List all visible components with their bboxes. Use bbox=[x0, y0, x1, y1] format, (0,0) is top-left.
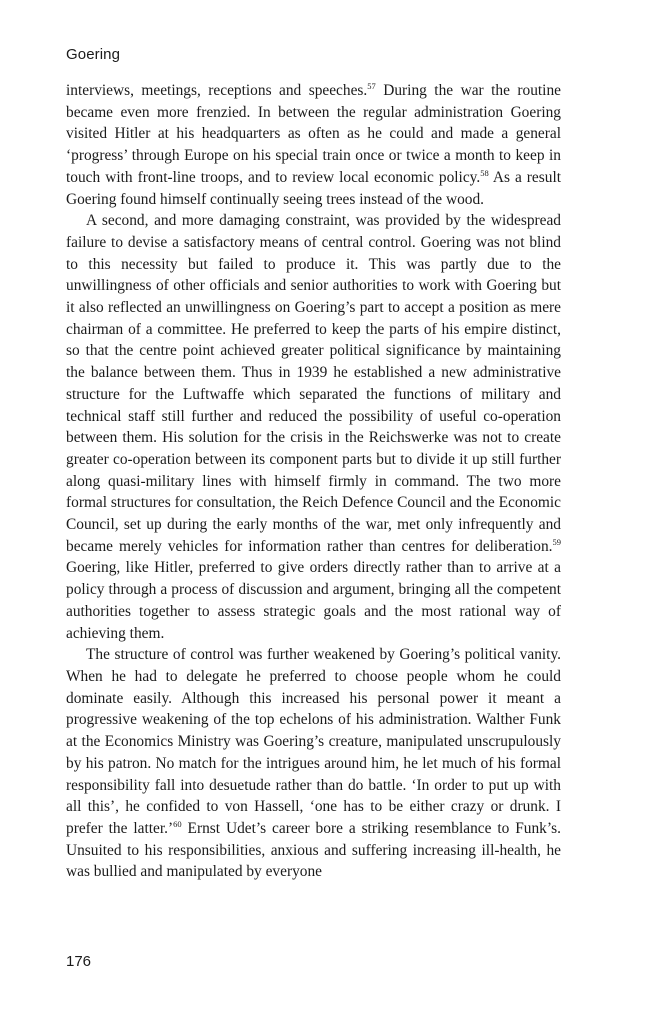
paragraph bbox=[66, 210, 561, 644]
text-segment: Ernst Udet’s career bore a striking resemblance to Funk’s. Unsuited to his responsibilities, anxious and suffering increasing ill-health, he was bullied and manipulated by everyone bbox=[66, 819, 561, 881]
running-head: Goering bbox=[66, 46, 121, 63]
text-segment: A second, and more damaging constraint, was provided by the widespread failure to devise a satisfactory means of central control. Goering was not blind to this necessity but failed to produce it. This was partly due to the unwillingness of other officials and senior authorities to work with Goering but it also reflected an unwillingness on Goering’s part to accept a position as mere chairman of a committee. He preferred to keep the parts of his empire distinct, so that the centre point achieved greater political significance by maintaining the balance between them. Thus in 1939 he established a new administrative structure for the Luftwaffe which separated the functions of military and technical staff still further and reduced the possibility of useful co-operation between them. His solution for the crisis in the Reichswerke was not to create greater co-operation between its component parts but to divide it up still further along quasi-military lines with himself firmly in command. The two more formal structures for consultation, the Reich Defence Council and the Economic Council, set up during the early months of the war, met only infrequently and became merely vehicles for information rather than centres for deliberation. bbox=[66, 212, 561, 555]
text-segment: interviews, meetings, receptions and speeches. bbox=[66, 82, 368, 99]
text-segment: Goering, like Hitler, preferred to give orders directly rather than to arrive at a policy through a process of discussion and argument, bringing all the competent authorities together to assess strategic goals and the most rational way of achieving them. bbox=[66, 559, 561, 642]
page-number: 176 bbox=[66, 953, 92, 970]
paragraph bbox=[66, 644, 561, 883]
footnote-ref-60: 60 bbox=[173, 818, 182, 829]
text-segment: The structure of control was further weakened by Goering’s political vanity. When he had to delegate he preferred to choose people whom he could dominate easily. Although this increased his personal power it meant a progressive weakening of the top echelons of his administration. Walther Funk at the Economics Ministry was Goering’s creature, manipulated unscrupulously by his patron. No match for the intrigues around him, he let much of his formal responsibility fall into desuetude rather than do battle. ‘In order to put up with all this’, he confided to von Hassell, ‘one has to be either crazy or drunk. I prefer the latter.’ bbox=[66, 646, 561, 837]
footnote-ref-58: 58 bbox=[480, 167, 489, 178]
footnote-ref-59: 59 bbox=[552, 536, 561, 547]
text-segment: During the war the routine became even more frenzied. In between the regular administration Goering visited Hitler at his headquarters as often as he could and made a general ‘progress’ through Europe on his special train once or twice a month to keep in touch with front-line troops, and to review local economic policy. bbox=[66, 82, 561, 186]
text-segment: As a result Goering found himself continually seeing trees instead of the wood. bbox=[66, 168, 562, 208]
footnote-ref-57: 57 bbox=[367, 80, 376, 91]
paragraph bbox=[66, 80, 561, 210]
body-text bbox=[66, 80, 561, 883]
